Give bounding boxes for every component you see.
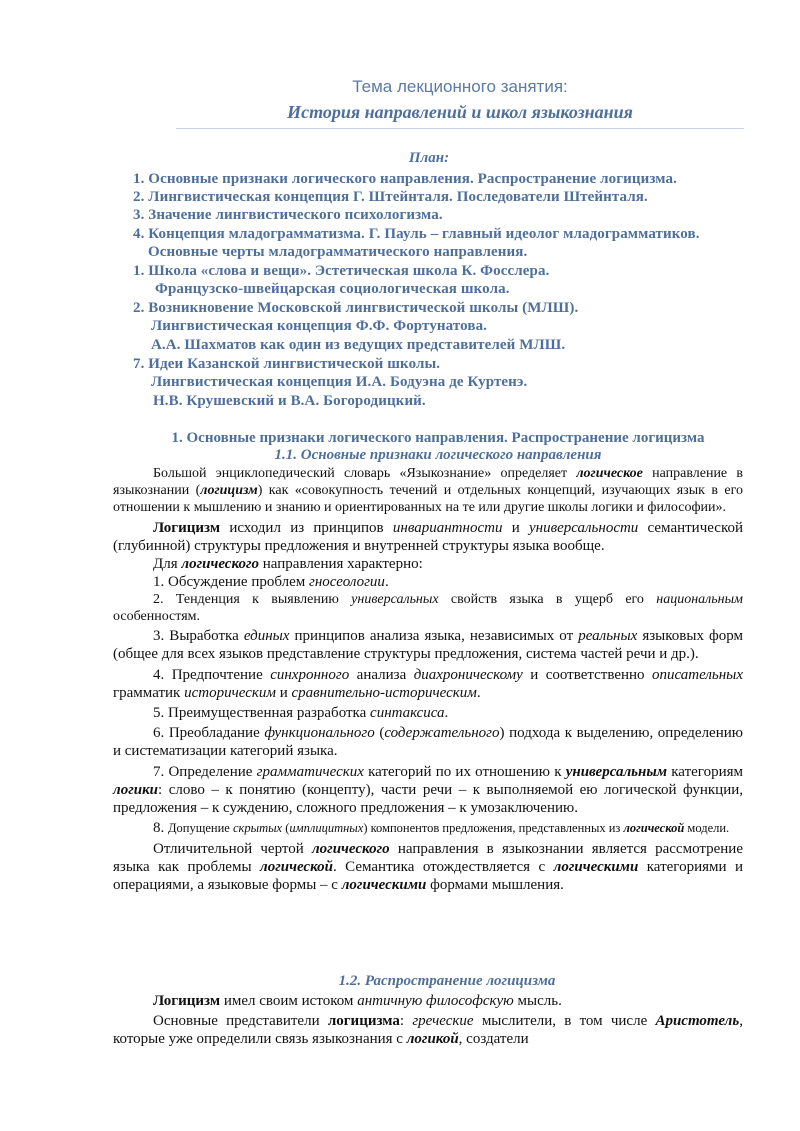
topic-title: История направлений и школ языкознания [287,102,633,122]
plan-item: Французско-швейцарская социологическая школа. [155,281,510,297]
plan-item: Основные черты младограмматического направления. [148,244,528,260]
paragraph: Логицизм имел своим истоком античную философскую мысль. [153,993,562,1009]
plan-item: А.А. Шахматов как один из ведущих представителей МЛШ. [151,337,566,353]
list-item: 8. Допущение скрытых (имплицитных) компонентов предложения, представленных из логической модели. [153,820,730,836]
plan-item: Лингвистическая концепция И.А. Бодуэна де Куртенэ. [151,374,528,390]
plan-item: 4. Концепция младограмматизма. Г. Пауль – главный идеолог младограмматиков. [133,226,700,242]
section-heading: 1. Основные признаки логического направления. Распространение логицизма [171,430,705,446]
topic-label: Тема лекционного занятия: [352,77,568,96]
plan-heading: План: [408,150,450,166]
plan-item: 1. Школа «слова и вещи». Эстетическая школа К. Фосслера. [133,263,550,279]
plan-item: 7. Идеи Казанской лингвистической школы. [133,356,441,372]
subsection-heading: 1.1. Основные признаки логического направления [274,447,602,463]
section2-body [113,992,743,1048]
plan-item: 3. Значение лингвистического психологизма. [133,207,443,223]
list-item: 5. Преимущественная разработка синтаксиса. [153,705,449,721]
plan-item: Н.В. Крушевский и В.А. Богородицкий. [153,393,426,409]
list-item: 3. Выработка единых принципов анализа языка, независимых от реальных языковых форм (общее для всех языков представление структуры предложения, система частей речи и др.). [113,628,743,662]
paragraph: Большой энциклопедический словарь «Языкознание» определяет логическое направление в языкознании (логицизм) как «совокупность течений и отдельных концепций, изучающих язык в его отношении к мышлению и знанию и ориентированных на те или другие школы логики и философии». [113,466,743,515]
list-item: 7. Определение грамматических категорий по их отношению к универсальным категориям логики: слово – к понятию (концепту), части речи – к выполняемой ею логической функции, предложения – к суждению, сложного предложения – к умозаключению. [113,764,743,816]
section1-body [113,465,743,894]
paragraph: Отличительной чертой логического направления в языкознании является рассмотрение языка как проблемы логической. Семантика отождествляется с логическими категориями и операциями, а языковые формы – с логическими формами мышления. [113,841,743,893]
plan-item: Лингвистическая концепция Ф.Ф. Фортунатова. [151,318,488,334]
list-item: 6. Преобладание функционального (содержательного) подхода к выделению, определению и систематизации категорий языка. [113,725,743,759]
paragraph: Логицизм исходил из принципов инвариантности и универсальности семантической (глубинной) структуры предложения и внутренней структуры языка вообще. [113,520,743,554]
plan-item: 2. Лингвистическая концепция Г. Штейнталя. Последователи Штейнталя. [133,189,648,205]
paragraph: Основные представители логицизма: греческие мыслители, в том числе Аристотель, которые уже определили связь языкознания с логикой, создатели [113,1013,743,1047]
list-item: 2. Тенденция к выявлению универсальных свойств языка в ущерб его национальным особенностям. [113,592,743,624]
plan-item: 1. Основные признаки логического направления. Распространение логицизма. [133,171,677,187]
paragraph: Для логического направления характерно: [153,556,423,572]
list-item: 1. Обсуждение проблем гносеологии. [153,574,389,590]
list-item: 4. Предпочтение синхронного анализа диахроническому и соответственно описательных грамматик историческим и сравнительно-историческим. [113,667,743,701]
subsection-heading: 1.2. Распространение логицизма [338,973,556,989]
plan-item: 2. Возникновение Московской лингвистической школы (МЛШ). [133,300,579,316]
header-divider [176,128,744,129]
